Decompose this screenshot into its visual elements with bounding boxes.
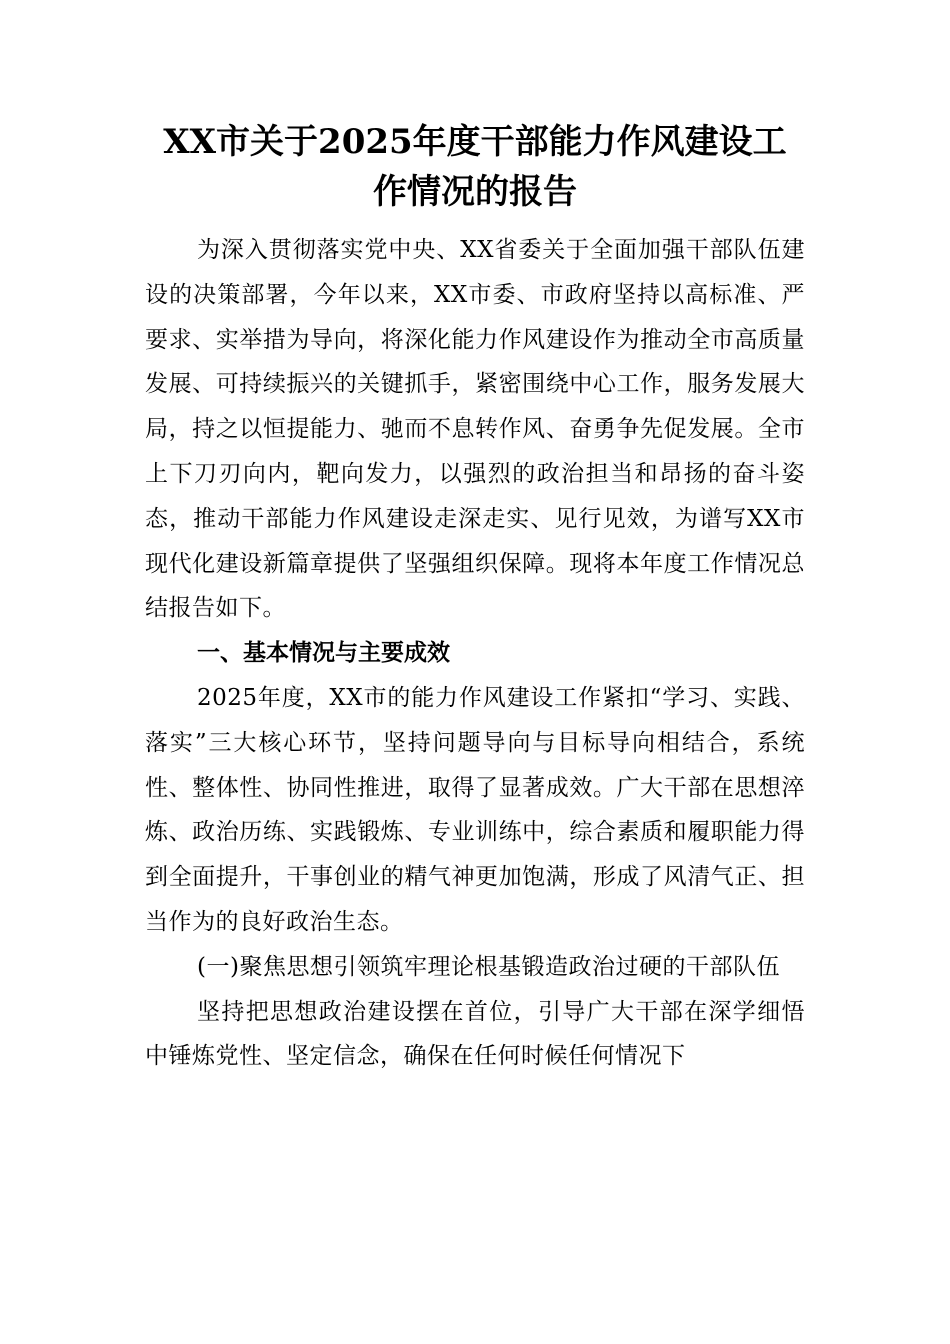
title-line-2: 作情况的报告	[373, 172, 577, 212]
section-1-paragraph: 2025年度，XX市的能力作风建设工作紧扣“学习、实践、落实”三大核心环节，坚持问题导向与目标导向相结合，系统性、整体性、协同性推进，取得了显著成效。广大干部在思想淬炼、政治历练、实践锻炼、专业训练中，综合素质和履职能力得到全面提升，干事创业的精气神更加饱满，形成了风清气正、担当作为的良好政治生态。	[145, 684, 805, 935]
section-1-heading: 一、基本情况与主要成效	[197, 640, 450, 667]
document-body	[145, 228, 805, 1079]
subsection-1-heading: (一)聚焦思想引领筑牢理论根基锻造政治过硬的干部队伍	[197, 953, 780, 980]
title-line-1: XX市关于2025年度干部能力作风建设工	[163, 122, 787, 162]
subsection-1-paragraph: 坚持把思想政治建设摆在首位，引导广大干部在深学细悟中锤炼党性、坚定信念，确保在任何时候任何情况下	[145, 998, 805, 1070]
intro-paragraph: 为深入贯彻落实党中央、XX省委关于全面加强干部队伍建设的决策部署，今年以来，XX市委、市政府坚持以高标准、严要求、实举措为导向，将深化能力作风建设作为推动全市高质量发展、可持续振兴的关键抓手，紧密围绕中心工作，服务发展大局，持之以恒提能力、驰而不息转作风、奋勇争先促发展。全市上下刀刃向内，靶向发力，以强烈的政治担当和昂扬的奋斗姿态，推动干部能力作风建设走深走实、见行见效，为谱写XX市现代化建设新篇章提供了坚强组织保障。现将本年度工作情况总结报告如下。	[145, 237, 805, 622]
document-title	[130, 117, 820, 217]
